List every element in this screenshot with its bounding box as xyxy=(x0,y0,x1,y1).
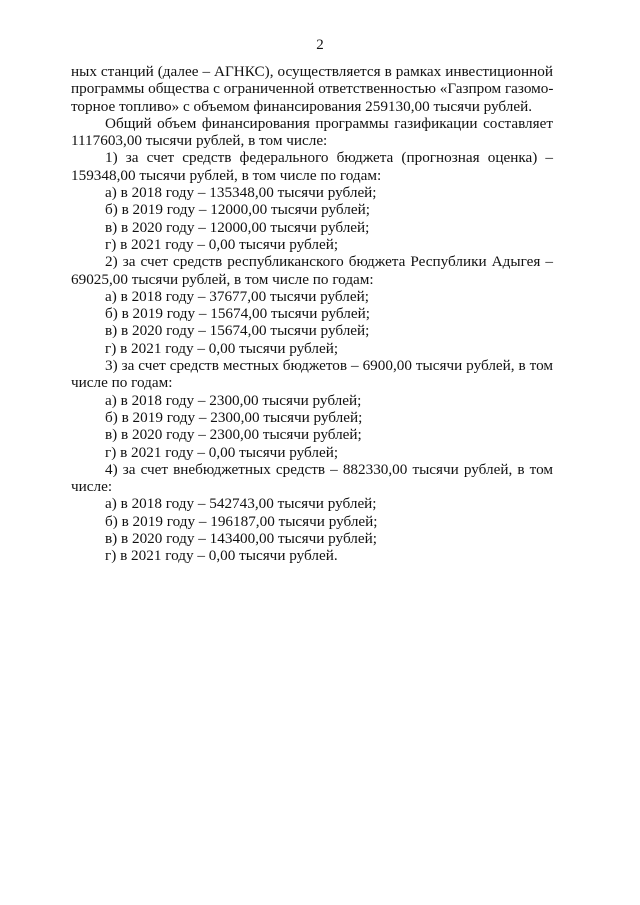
text-line: г) в 2021 году – 0,00 тысячи рублей; xyxy=(105,235,339,253)
text-line: в) в 2020 году – 12000,00 тысячи рублей; xyxy=(105,218,370,236)
text-line: числе по годам: xyxy=(71,374,173,392)
text-line: б) в 2019 году – 196187,00 тысячи рублей; xyxy=(105,512,378,530)
text-line: ных станций (далее – АГНКС), осуществляется в рамках инвестиционной xyxy=(71,63,553,80)
text-line: г) в 2021 году – 0,00 тысячи рублей; xyxy=(105,443,339,461)
text-line: б) в 2019 году – 2300,00 тысячи рублей; xyxy=(105,408,363,426)
text-line: г) в 2021 году – 0,00 тысячи рублей; xyxy=(105,339,339,357)
text-line: а) в 2018 году – 542743,00 тысячи рублей; xyxy=(105,495,377,513)
text-line: б) в 2019 году – 12000,00 тысячи рублей; xyxy=(105,201,370,219)
text-line: торное топливо» с объемом финансирования 259130,00 тысячи рублей. xyxy=(71,97,533,115)
text-line: 2) за счет средств республиканского бюджета Республики Адыгея – xyxy=(105,253,553,271)
text-line: 3) за счет средств местных бюджетов – 6900,00 тысячи рублей, в том xyxy=(105,357,553,375)
text-line: г) в 2021 году – 0,00 тысячи рублей. xyxy=(105,547,338,565)
text-line: а) в 2018 году – 2300,00 тысячи рублей; xyxy=(105,391,362,409)
text-line: 1117603,00 тысячи рублей, в том числе: xyxy=(71,132,328,150)
text-line: 4) за счет внебюджетных средств – 882330,00 тысячи рублей, в том xyxy=(105,460,553,478)
text-line: б) в 2019 году – 15674,00 тысячи рублей; xyxy=(105,305,370,323)
text-line: числе: xyxy=(71,478,113,496)
text-line: а) в 2018 году – 37677,00 тысячи рублей; xyxy=(105,287,369,305)
text-line: 69025,00 тысячи рублей, в том числе по годам: xyxy=(71,270,374,288)
document-body xyxy=(71,63,553,565)
text-line: в) в 2020 году – 2300,00 тысячи рублей; xyxy=(105,426,362,444)
text-line: а) в 2018 году – 135348,00 тысячи рублей; xyxy=(105,184,377,202)
page-number: 2 xyxy=(316,37,324,53)
text-line: в) в 2020 году – 15674,00 тысячи рублей; xyxy=(105,322,370,340)
text-line: Общий объем финансирования программы газификации составляет xyxy=(105,114,553,132)
text-line: 159348,00 тысячи рублей, в том числе по годам: xyxy=(71,166,382,184)
text-line: 1) за счет средств федерального бюджета (прогнозная оценка) – xyxy=(105,149,553,167)
text-line: программы общества с ограниченной ответственностью «Газпром газомо- xyxy=(71,80,554,98)
text-line: в) в 2020 году – 143400,00 тысячи рублей; xyxy=(105,530,377,548)
